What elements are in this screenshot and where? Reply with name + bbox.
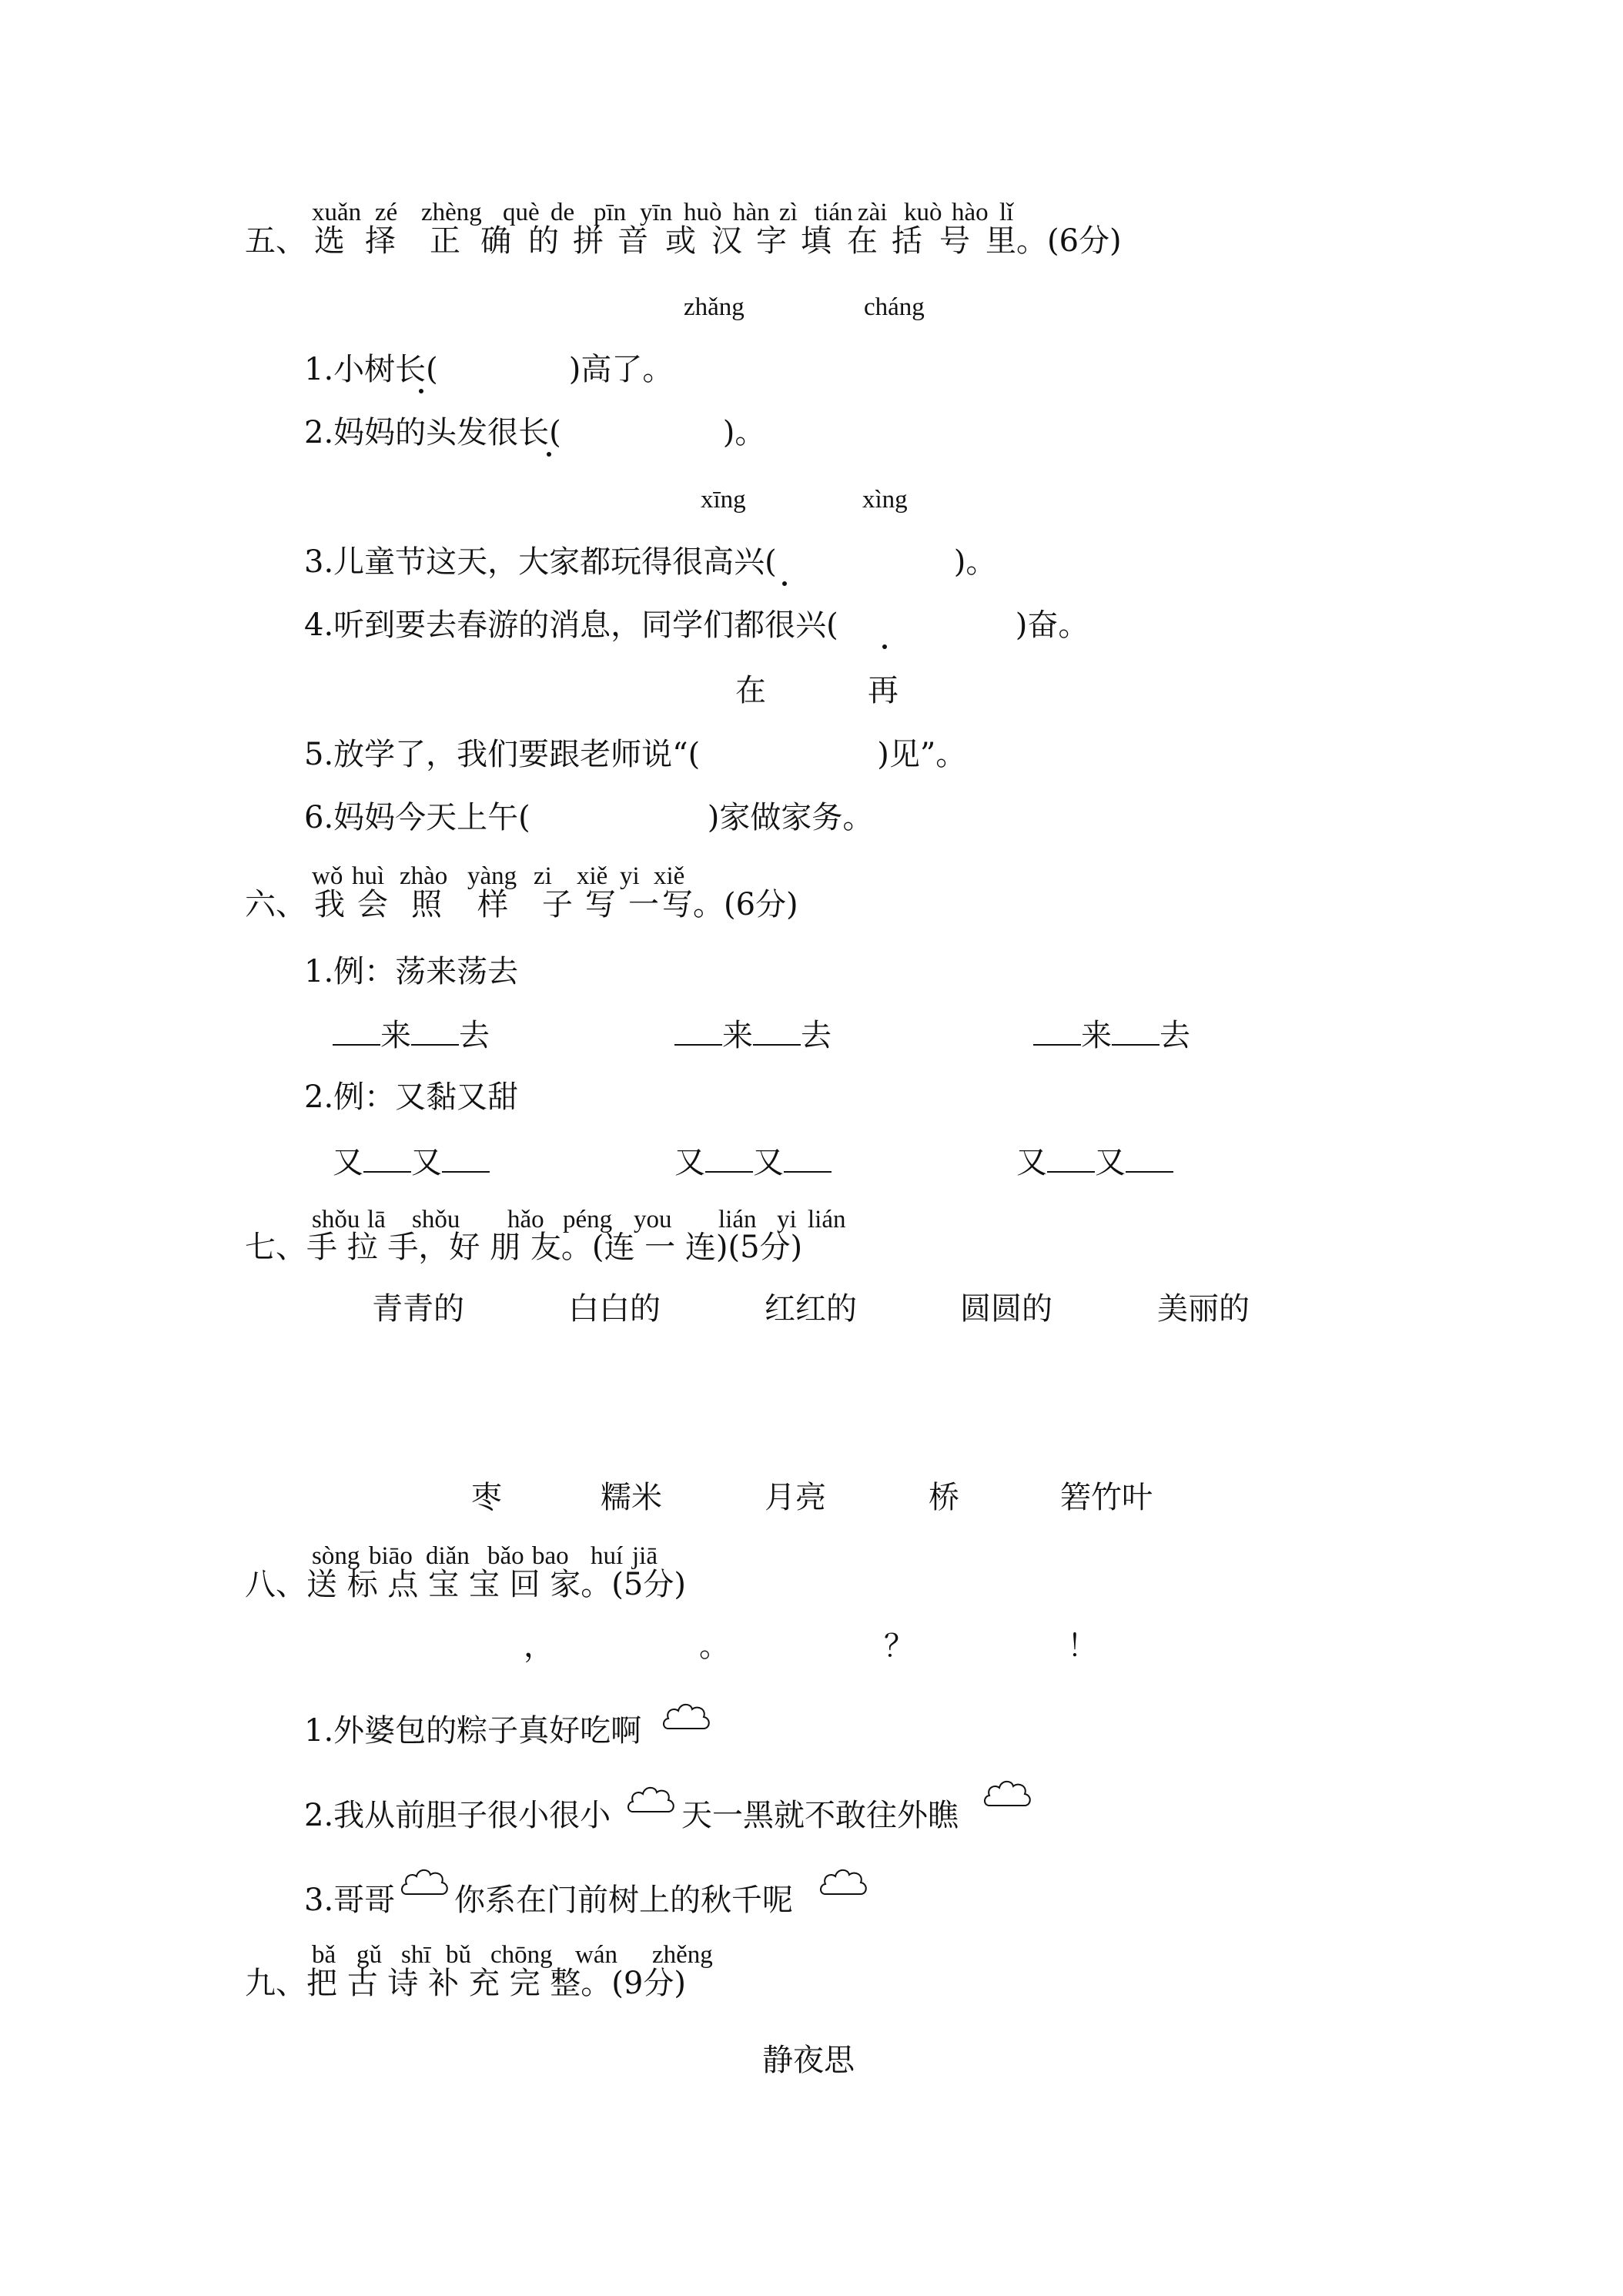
s5-option-xing1: xīng xyxy=(701,486,746,514)
s7-top-3[interactable]: 红红的 xyxy=(765,1291,857,1327)
s5-q1: 1.小树长( )高了。 xyxy=(304,352,674,387)
s8-q2a: 2.我从前胆子很小很小 xyxy=(304,1798,611,1833)
char: 正 xyxy=(430,223,460,259)
pinyin: huò xyxy=(684,199,722,226)
char: 汉 xyxy=(711,223,742,259)
pinyin: què xyxy=(503,199,540,226)
s6-fill-2c[interactable]: 又 又 xyxy=(1016,1147,1173,1178)
s6-heading: 六、 我 会 照 样 子 写 一 写 。(6分) xyxy=(245,887,798,922)
s6-fill-1a[interactable]: 来 去 xyxy=(333,1020,490,1051)
pinyin: zì xyxy=(779,199,798,226)
s7-top-4[interactable]: 圆圆的 xyxy=(960,1291,1052,1327)
emphasis-dot xyxy=(547,452,551,457)
char: 确 xyxy=(480,223,511,259)
s9-pinyin-row: bǎ gǔ shī bǔ chōng wán zhěng xyxy=(312,1941,713,1969)
char: 填 xyxy=(801,223,832,259)
s7-top-2[interactable]: 白白的 xyxy=(568,1291,661,1327)
s7-bottom-5[interactable]: 箬竹叶 xyxy=(1060,1480,1153,1515)
s5-q6: 6.妈妈今天上午( )家做家务。 xyxy=(304,800,874,835)
s7-bottom-2[interactable]: 糯米 xyxy=(601,1480,662,1515)
char: 里 xyxy=(986,223,1016,259)
s5-pinyin-row xyxy=(312,200,1159,226)
emphasis-dot xyxy=(882,644,887,649)
pinyin: kuò xyxy=(904,199,942,226)
char: 在 xyxy=(847,223,878,259)
s7-top-5[interactable]: 美丽的 xyxy=(1157,1291,1250,1327)
s6-fill-1c[interactable]: 来 去 xyxy=(1033,1020,1190,1051)
emphasis-dot xyxy=(782,581,787,586)
pinyin: de xyxy=(550,199,575,226)
s7-bottom-1[interactable]: 枣 xyxy=(471,1480,502,1515)
pinyin: zé xyxy=(375,199,398,226)
s6-example-1: 1.例：荡来荡去 xyxy=(304,954,519,989)
char: 号 xyxy=(939,223,970,259)
pinyin: zài xyxy=(858,199,888,226)
s8-pinyin-row: sòng biāo diǎn bǎo bao huí jiā xyxy=(312,1542,658,1570)
score-note: 。(6分) xyxy=(1016,223,1122,259)
s9-heading: 九、把 古 诗 补 充 完 整。(9分) xyxy=(245,1966,686,2001)
char: 括 xyxy=(892,223,922,259)
mark-question[interactable]: ？ xyxy=(884,1628,915,1664)
poem-title: 静夜思 xyxy=(762,2043,855,2078)
s7-bottom-3[interactable]: 月亮 xyxy=(765,1480,826,1515)
pinyin: yīn xyxy=(640,199,673,226)
pinyin: xuǎn xyxy=(312,199,362,226)
s5-option-zai2: 再 xyxy=(868,673,899,708)
cloud-blank-icon[interactable] xyxy=(818,1863,870,1903)
cloud-blank-icon[interactable] xyxy=(982,1775,1034,1815)
pinyin: hàn xyxy=(733,199,770,226)
s6-fill-2a[interactable]: 又 又 xyxy=(333,1147,490,1178)
cloud-blank-icon[interactable] xyxy=(625,1781,678,1821)
s5-q2: 2.妈妈的头发很长( )。 xyxy=(304,415,766,450)
pinyin: hào xyxy=(952,199,989,226)
char: 择 xyxy=(365,223,396,259)
s7-heading: 七、手 拉 手，好 朋 友。(连 一 连)(5分) xyxy=(245,1230,803,1265)
s5-q4: 4.听到要去春游的消息，同学们都很兴( )奋。 xyxy=(304,607,1089,643)
char: 或 xyxy=(665,223,696,259)
char: 的 xyxy=(528,223,559,259)
s7-pinyin-row: shǒu lā shǒu hǎo péng you lián yi lián xyxy=(312,1206,846,1233)
pinyin: lǐ xyxy=(999,199,1014,226)
pinyin: zhèng xyxy=(421,199,482,226)
s5-heading xyxy=(245,223,1122,259)
mark-comma[interactable]: ， xyxy=(524,1628,554,1664)
s5-option-chang: cháng xyxy=(864,293,925,321)
pinyin: pīn xyxy=(594,199,627,226)
s5-q3: 3.儿童节这天，大家都玩得很高兴( )。 xyxy=(304,544,997,580)
s6-fill-1b[interactable]: 来 去 xyxy=(674,1020,832,1051)
mark-exclamation[interactable]: ！ xyxy=(1067,1628,1098,1664)
s7-top-1[interactable]: 青青的 xyxy=(372,1291,464,1327)
char: 拼 xyxy=(573,223,604,259)
s6-fill-2b[interactable]: 又 又 xyxy=(674,1147,832,1178)
pinyin: tián xyxy=(815,199,853,226)
section-number: 五、 xyxy=(245,223,306,259)
s8-q1: 1.外婆包的粽子真好吃啊 xyxy=(304,1713,642,1749)
s8-heading: 八、送 标 点 宝 宝 回 家。(5分) xyxy=(245,1567,686,1602)
char: 选 xyxy=(314,223,345,259)
s6-example-2: 2.例：又黏又甜 xyxy=(304,1079,519,1115)
emphasis-dot xyxy=(419,389,423,393)
s6-pinyin-row: wǒ huì zhào yàng zi xiě yi xiě xyxy=(312,862,685,890)
mark-period[interactable]: 。 xyxy=(699,1628,730,1664)
char: 音 xyxy=(617,223,648,259)
s5-option-zai: 在 xyxy=(735,673,766,708)
char: 字 xyxy=(756,223,787,259)
s8-q2b: 天一黑就不敢往外瞧 xyxy=(681,1798,959,1833)
s5-option-zhang: zhǎng xyxy=(684,293,745,321)
cloud-blank-icon[interactable] xyxy=(399,1863,451,1903)
s7-bottom-4[interactable]: 桥 xyxy=(929,1480,959,1515)
s5-q5: 5.放学了，我们要跟老师说“( )见”。 xyxy=(304,737,967,772)
s8-q3a: 3.哥哥 xyxy=(304,1883,396,1918)
cloud-blank-icon[interactable] xyxy=(661,1698,713,1738)
s5-option-xing4: xìng xyxy=(862,486,908,514)
s8-q3b: 你系在门前树上的秋千呢 xyxy=(454,1883,793,1918)
